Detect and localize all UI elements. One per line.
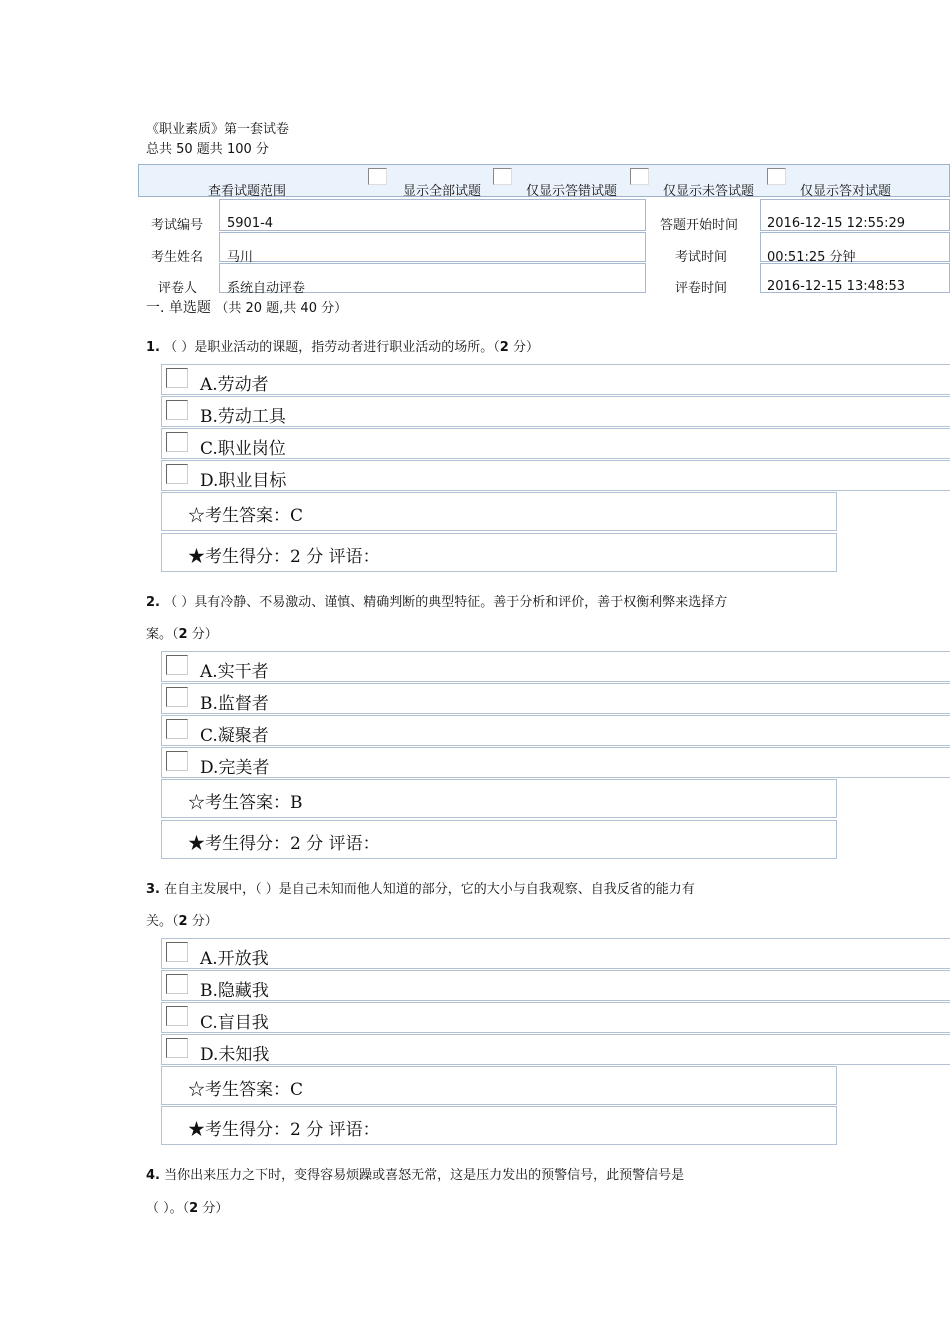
option-checkbox[interactable] bbox=[166, 368, 188, 388]
question-2-stem-cont: 案。（ bbox=[146, 627, 179, 642]
option-label: B.劳动工具 bbox=[200, 407, 286, 427]
question-2-option-d[interactable] bbox=[161, 747, 950, 778]
show-correct-checkbox[interactable] bbox=[767, 168, 786, 185]
duration-label: 考试时间 bbox=[675, 250, 728, 265]
section-title bbox=[146, 297, 347, 317]
question-2-answer: ☆考生答案：B bbox=[188, 793, 303, 813]
option-checkbox[interactable] bbox=[166, 1038, 188, 1058]
show-correct-label[interactable]: 仅显示答对试题 bbox=[800, 184, 892, 199]
option-checkbox[interactable] bbox=[166, 719, 188, 739]
question-3-text bbox=[146, 878, 695, 897]
question-4-score: 2 bbox=[189, 1201, 199, 1216]
question-2-option-b[interactable] bbox=[161, 683, 950, 714]
question-3-stem-cont: 关。（ bbox=[146, 914, 179, 929]
grader-value: 系统自动评卷 bbox=[227, 281, 306, 296]
question-2-points: ★考生得分：2 分 评语： bbox=[188, 834, 380, 854]
question-1-option-d[interactable] bbox=[161, 460, 950, 491]
show-wrong-checkbox[interactable] bbox=[493, 168, 512, 185]
question-3-score: 2 bbox=[178, 914, 188, 929]
question-2-text bbox=[146, 591, 727, 610]
option-label: A.劳动者 bbox=[200, 375, 269, 395]
name-cell bbox=[219, 232, 646, 262]
option-label: D.完美者 bbox=[200, 758, 270, 778]
question-2-answer-box bbox=[161, 779, 837, 818]
option-label: B.隐藏我 bbox=[200, 981, 269, 1001]
name-label: 考生姓名 bbox=[151, 250, 204, 265]
exam-summary: 总共 50 题共 100 分 bbox=[146, 142, 269, 157]
question-2-score: 2 bbox=[178, 627, 188, 642]
grade-time-label: 评卷时间 bbox=[675, 281, 728, 296]
question-3-option-d[interactable] bbox=[161, 1034, 950, 1065]
question-3-number: 3. bbox=[146, 882, 160, 897]
duration-value: 00:51:25 分钟 bbox=[767, 250, 856, 265]
question-3-score-unit: 分） bbox=[187, 914, 218, 929]
exam-id-cell bbox=[219, 199, 646, 231]
question-1-score-unit: 分） bbox=[508, 340, 539, 355]
question-4-text bbox=[146, 1164, 684, 1183]
option-label: A.实干者 bbox=[200, 662, 269, 682]
question-3-answer-box bbox=[161, 1066, 837, 1105]
question-4-stem-cont: （ ）。（ bbox=[146, 1201, 190, 1216]
question-1-option-b[interactable] bbox=[161, 396, 950, 427]
option-label: D.职业目标 bbox=[200, 471, 287, 491]
question-4-text-cont bbox=[146, 1197, 228, 1216]
show-unanswered-label[interactable]: 仅显示未答试题 bbox=[663, 184, 755, 199]
question-1-option-a[interactable] bbox=[161, 364, 950, 395]
option-checkbox[interactable] bbox=[166, 942, 188, 962]
filter-label: 查看试题范围 bbox=[208, 184, 287, 199]
option-checkbox[interactable] bbox=[166, 432, 188, 452]
grader-label: 评卷人 bbox=[158, 281, 198, 296]
question-2-text-cont bbox=[146, 623, 218, 642]
show-unanswered-checkbox[interactable] bbox=[630, 168, 649, 185]
question-1-points: ★考生得分：2 分 评语： bbox=[188, 547, 380, 567]
question-2-number: 2. bbox=[146, 595, 160, 610]
question-2-score-unit: 分） bbox=[187, 627, 218, 642]
show-all-label[interactable]: 显示全部试题 bbox=[403, 184, 482, 199]
question-1-text bbox=[146, 336, 539, 355]
start-time-label: 答题开始时间 bbox=[660, 218, 739, 233]
question-1-number: 1. bbox=[146, 340, 160, 355]
option-label: A.开放我 bbox=[200, 949, 269, 969]
exam-id-value: 5901-4 bbox=[227, 216, 274, 231]
question-3-points: ★考生得分：2 分 评语： bbox=[188, 1120, 380, 1140]
question-4-number: 4. bbox=[146, 1168, 160, 1183]
question-2-option-a[interactable] bbox=[161, 651, 950, 682]
question-3-answer: ☆考生答案：C bbox=[188, 1080, 304, 1100]
section-note: （共 20 题,共 40 分） bbox=[215, 301, 348, 316]
question-3-option-c[interactable] bbox=[161, 1002, 950, 1033]
question-2-option-c[interactable] bbox=[161, 715, 950, 746]
name-value: 马川 bbox=[227, 250, 254, 265]
option-label: C.凝聚者 bbox=[200, 726, 269, 746]
question-1-option-c[interactable] bbox=[161, 428, 950, 459]
option-checkbox[interactable] bbox=[166, 974, 188, 994]
exam-title: 《职业素质》第一套试卷 bbox=[146, 122, 290, 137]
option-checkbox[interactable] bbox=[166, 751, 188, 771]
exam-id-label: 考试编号 bbox=[151, 218, 204, 233]
option-checkbox[interactable] bbox=[166, 1006, 188, 1026]
option-checkbox[interactable] bbox=[166, 400, 188, 420]
question-3-score-box bbox=[161, 1106, 837, 1145]
question-3-option-b[interactable] bbox=[161, 970, 950, 1001]
option-checkbox[interactable] bbox=[166, 464, 188, 484]
question-1-answer-box bbox=[161, 492, 837, 531]
question-3-option-a[interactable] bbox=[161, 938, 950, 969]
section-title-text: 一. 单选题 bbox=[146, 300, 211, 316]
option-label: C.职业岗位 bbox=[200, 439, 286, 459]
option-label: D.未知我 bbox=[200, 1045, 270, 1065]
question-1-score: 2 bbox=[499, 340, 509, 355]
show-wrong-label[interactable]: 仅显示答错试题 bbox=[526, 184, 618, 199]
option-label: B.监督者 bbox=[200, 694, 269, 714]
question-3-text-cont bbox=[146, 910, 218, 929]
question-4-stem: 当你出来压力之下时，变得容易烦躁或喜怒无常，这是压力发出的预警信号，此预警信号是 bbox=[164, 1168, 685, 1183]
question-2-stem: （ ）具有冷静、不易激动、谨慎、精确判断的典型特征。善于分析和评价，善于权衡利弊来选择方 bbox=[164, 595, 728, 610]
show-all-checkbox[interactable] bbox=[368, 168, 387, 185]
question-3-stem: 在自主发展中，（ ）是自己未知而他人知道的部分，它的大小与自我观察、自我反省的能力有 bbox=[164, 882, 695, 897]
start-time-value: 2016-12-15 12:55:29 bbox=[767, 216, 906, 231]
grade-time-value: 2016-12-15 13:48:53 bbox=[767, 279, 906, 294]
question-1-answer: ☆考生答案：C bbox=[188, 506, 304, 526]
question-1-stem: （ ）是职业活动的课题，指劳动者进行职业活动的场所。（ bbox=[164, 340, 500, 355]
question-1-score-box bbox=[161, 533, 837, 572]
question-4-score-unit: 分） bbox=[198, 1201, 229, 1216]
question-2-score-box bbox=[161, 820, 837, 859]
option-checkbox[interactable] bbox=[166, 687, 188, 707]
option-checkbox[interactable] bbox=[166, 655, 188, 675]
option-label: C.盲目我 bbox=[200, 1013, 269, 1033]
